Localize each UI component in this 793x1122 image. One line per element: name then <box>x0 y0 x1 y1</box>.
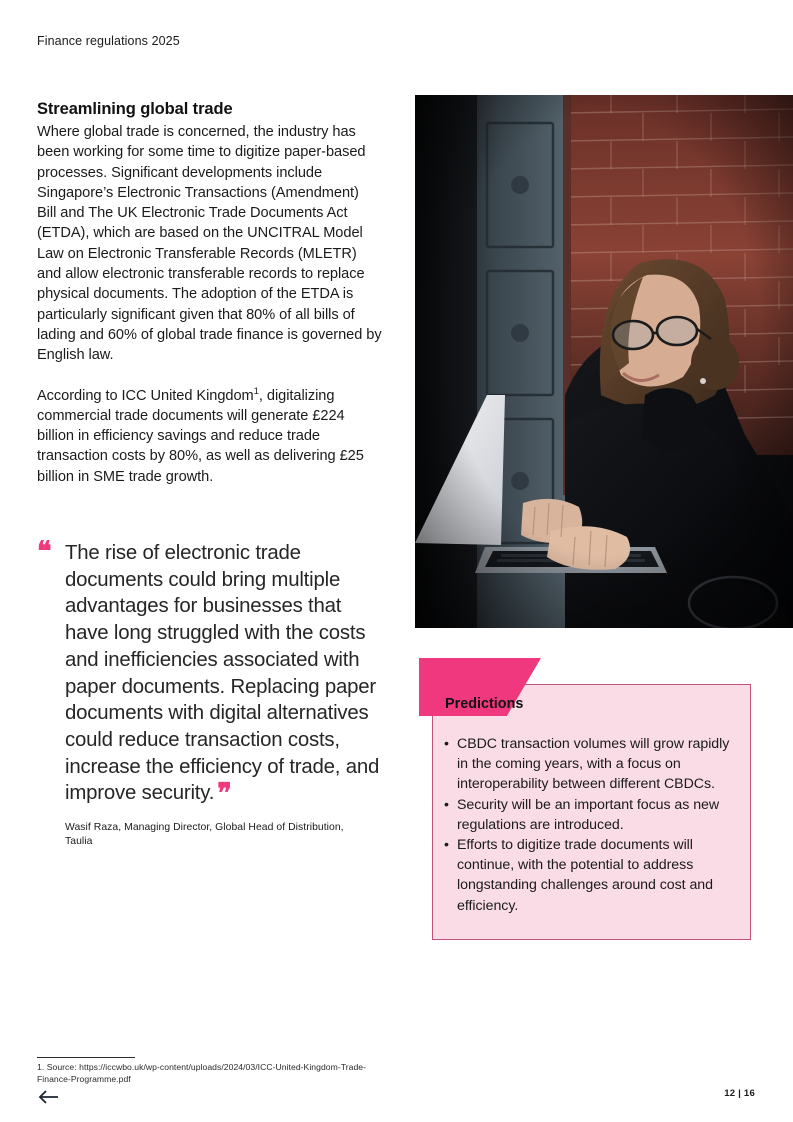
pull-quote-attribution: Wasif Raza, Managing Director, Global Head of Distribution, Taulia <box>65 822 344 848</box>
footnote-source: 1. Source: https://iccwbo.uk/wp-content/uploads/2024/03/ICC-United-Kingdom-Trade-Finance-Programme.pdf <box>37 1062 367 1084</box>
body-paragraph-2 <box>37 386 382 487</box>
page-title: Streamlining global trade <box>37 100 233 118</box>
article-photo <box>415 95 793 628</box>
pull-quote <box>37 536 387 849</box>
arrow-left-icon[interactable] <box>37 1089 59 1105</box>
arrow-left-glyph <box>37 1089 59 1105</box>
footnote-divider <box>37 1057 135 1058</box>
paragraph-2-rest: , digitalizing commercial trade documents will generate £224 billion in efficiency savings and reduce trade transaction costs by 80%, as well as delivering £25 billion in SME trade growth. <box>37 387 364 485</box>
predictions-list <box>443 734 735 916</box>
paragraph-2-lead: According to ICC United Kingdom <box>37 387 254 404</box>
list-item: • Efforts to digitize trade documents will continue, with the potential to address longstanding challenges around cost and efficiency. <box>443 835 735 916</box>
pull-quote-body: The rise of electronic trade documents could bring multiple advantages for businesses that have long struggled with the costs and inefficiencies associated with paper documents. Replacing paper documents with digital alternatives could reduce transaction costs, increase the efficiency of trade, and improve security. <box>65 542 380 805</box>
body-paragraph-1: Where global trade is concerned, the industry has been working for some time to digitize paper-based processes. Significant developments include Singapore’s Electronic Transactions (Amendment) Bill and The UK Electronic Trade Documents Act (ETDA), which are based on the UNCITRAL Model Law on Electronic Transferable Records (MLETR) and allow electronic transferable records to replace physical documents. The adoption of the ETDA is particularly significant given that 80% of all bills of lading and 60% of global trade finance is governed by English law. <box>37 124 382 364</box>
running-header: Finance regulations 2025 <box>37 34 180 48</box>
footnote-marker: 1 <box>253 385 259 397</box>
list-item: • CBDC transaction volumes will grow rapidly in the coming years, with a focus on interoperability between different CBDCs. <box>443 734 735 795</box>
list-item: • Security will be an important focus as new regulations are introduced. <box>443 795 735 835</box>
photo-illustration <box>415 95 793 628</box>
article-column <box>37 100 382 487</box>
pull-quote-text: ❝ The rise of electronic trade documents could bring multiple advantages for businesses that have long struggled with the costs and inefficiencies associated with paper documents. Replacing paper documents with digital alternatives could reduce transaction costs, increase the efficiency of trade, and improve security. ❞ <box>37 536 380 809</box>
predictions-panel <box>419 658 753 948</box>
page-number: 12 | 16 <box>724 1088 755 1099</box>
predictions-title: Predictions <box>445 696 524 712</box>
quote-open-icon: ❝ <box>37 536 51 566</box>
